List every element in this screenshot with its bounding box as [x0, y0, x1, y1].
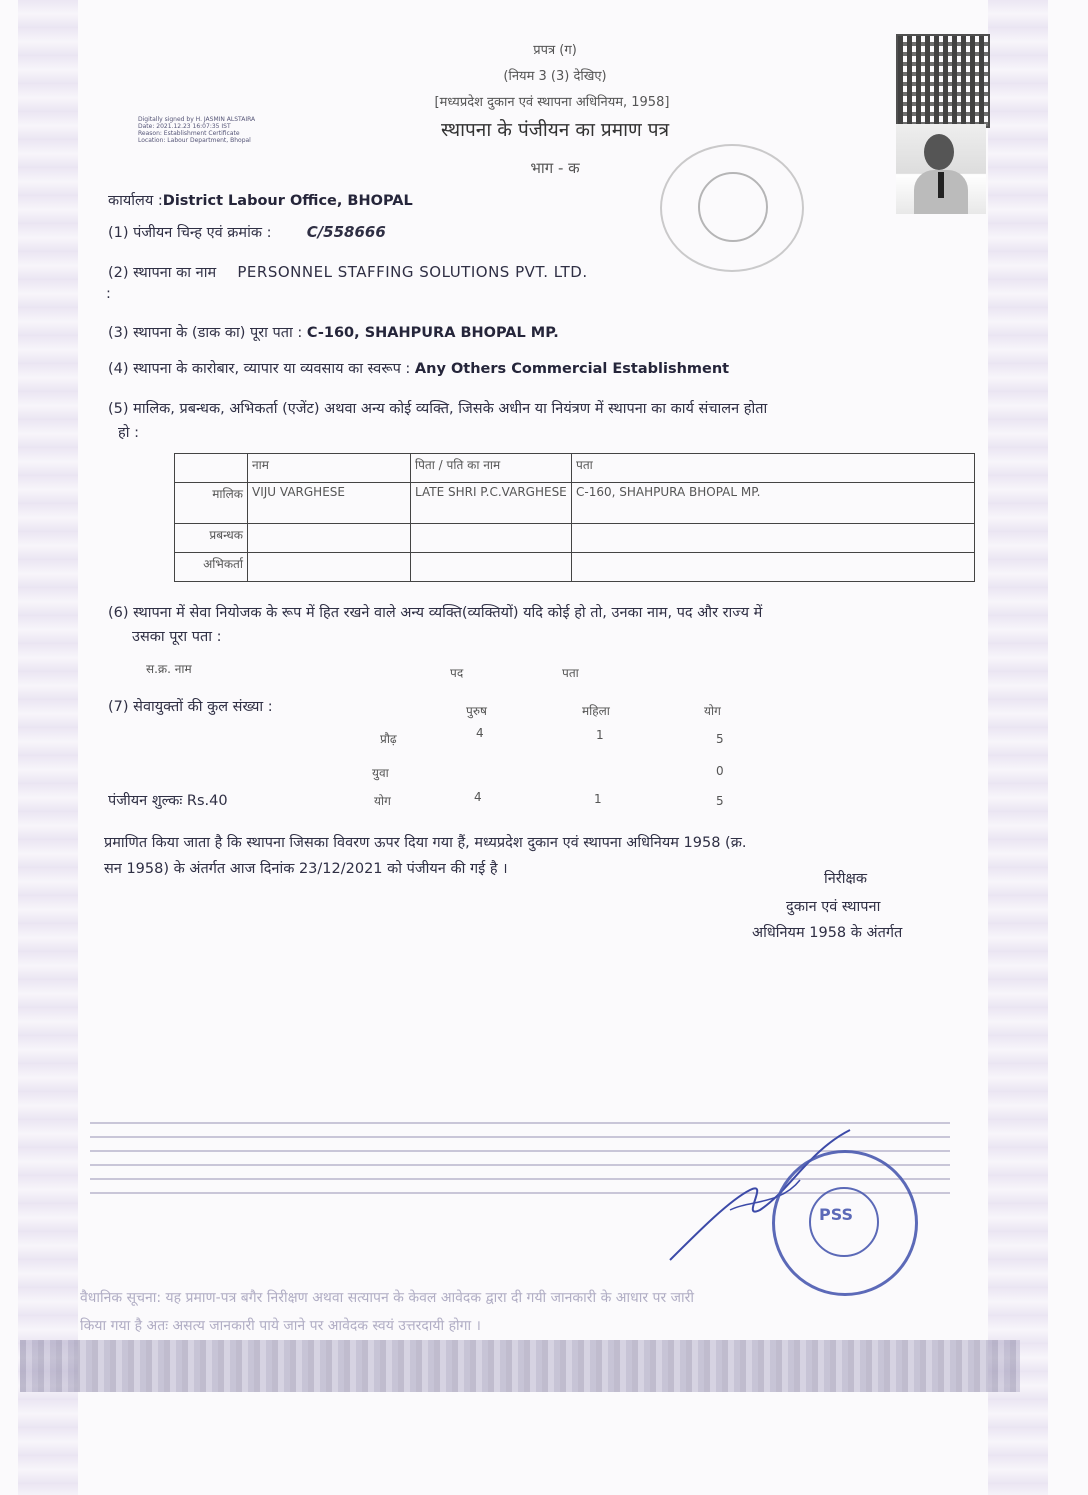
company-stamp [772, 1150, 918, 1296]
employees-female-value: 1 [596, 728, 604, 742]
business-nature-value: Any Others Commercial Establishment [414, 361, 730, 377]
digital-signature-line: Location: Labour Department, Bhopal [138, 137, 251, 144]
digital-signature-line: Date: 2021.12.23 16:07:35 IST [138, 123, 231, 130]
employees-male-value: 4 [476, 726, 484, 740]
stray-colon: : [106, 286, 111, 302]
employees-row-label: प्रौढ़ [380, 732, 397, 746]
employees-female-value: 1 [594, 792, 602, 806]
table-header-cell: पता [572, 454, 975, 483]
row-address [572, 524, 975, 553]
row-role: प्रबन्धक [175, 524, 248, 553]
row-name [248, 553, 411, 582]
other-persons-sno-name-header: स.क्र. नाम [146, 662, 192, 676]
row-address [572, 553, 975, 582]
address-label: (3) स्थापना के (डाक का) पूरा पता : [108, 325, 303, 341]
row-father-name: LATE SHRI P.C.VARGHESE [411, 483, 572, 524]
table-row [175, 524, 975, 553]
legal-notice-line2: किया गया है अतः असत्य जानकारी पाये जाने पर आवेदक स्वयं उत्तरदायी होगा । [80, 1318, 481, 1334]
row-father-name [411, 553, 572, 582]
row-address: C-160, SHAHPURA BHOPAL MP. [572, 483, 975, 524]
certification-line1: प्रमाणित किया जाता है कि स्थापना जिसका विवरण ऊपर दिया गया हैं, मध्यप्रदेश दुकान एवं स्थापना अधिनियम 1958 (क्र. [104, 835, 747, 851]
employees-total-header: योग [704, 704, 721, 718]
qr-code [896, 34, 990, 128]
digital-signature-line: Digitally signed by H. JASMIN ALSTAIRA [138, 116, 256, 123]
field-registration-number [108, 222, 386, 242]
inspector-act: अधिनियम 1958 के अंतर्गत [752, 925, 903, 941]
table-header-cell [175, 454, 248, 483]
employees-total-value: 5 [716, 794, 724, 808]
registration-number-label: (1) पंजीयन चिन्ह एवं क्रमांक : [108, 225, 272, 241]
row-role: मालिक [175, 483, 248, 524]
legal-notice [80, 1284, 960, 1340]
employees-total-value: 0 [716, 764, 724, 778]
inspector-department: दुकान एवं स्थापना [786, 899, 881, 915]
row-name: VIJU VARGHESE [248, 483, 411, 524]
employees-female-header: महिला [582, 704, 610, 718]
legal-notice-line1: वैधानिक सूचना: यह प्रमाण-पत्र बगैर निरीक्षण अथवा सत्यापन के केवल आवेदक द्वारा दी गयी जानकारी के आधार पर जारी [80, 1290, 695, 1306]
office-value: District Labour Office, BHOPAL [162, 193, 413, 209]
other-persons-line2: उसका पूरा पता : [132, 629, 222, 645]
certificate-title: स्थापना के पंजीयन का प्रमाण पत्र [440, 119, 670, 141]
table-header-cell: नाम [248, 454, 411, 483]
background-wave-right [988, 0, 1048, 1495]
row-name [248, 524, 411, 553]
company-stamp-center: PSS [819, 1205, 854, 1224]
establishment-name-value: PERSONNEL STAFFING SOLUTIONS PVT. LTD. [237, 263, 588, 281]
background-wave-left [18, 0, 78, 1495]
part-label: भाग - क [530, 159, 580, 177]
digital-signature-line: Reason: Establishment Certificate [138, 130, 240, 137]
establishment-name-label: (2) स्थापना का नाम [108, 265, 217, 281]
employees-male-value: 4 [474, 790, 482, 804]
row-role: अभिकर्ता [175, 553, 248, 582]
other-persons-post-header: पद [450, 666, 464, 680]
form-label: प्रपत्र (ग) [533, 43, 577, 58]
employees-total-value: 5 [716, 732, 724, 746]
office-label: कार्यालय : [108, 193, 163, 209]
table-row [175, 483, 975, 524]
owner-section-line1: (5) मालिक, प्रबन्धक, अभिकर्ता (एजेंट) अथवा अन्य कोई व्यक्ति, जिसके अधीन या नियंत्रण में स्थापना का कार्य संचालन होता [108, 401, 768, 417]
employees-row-label: युवा [372, 766, 389, 780]
owner-section-line2: हो : [118, 425, 139, 441]
employees-row-label: योग [374, 794, 391, 808]
table-header-row [175, 454, 975, 483]
inspector-title: निरीक्षक [824, 871, 868, 887]
scan-artifact-strip [20, 1340, 1020, 1392]
business-nature-label: (4) स्थापना के कारोबार, व्यापार या व्यवसाय का स्वरूप : [108, 361, 411, 377]
employees-male-header: पुरुष [466, 704, 487, 718]
registration-fee: पंजीयन शुल्कः Rs.40 [108, 793, 228, 809]
registration-number-value: C/558666 [306, 223, 386, 241]
address-value: C-160, SHAHPURA BHOPAL MP. [306, 325, 559, 341]
row-father-name [411, 524, 572, 553]
act-reference: [मध्यप्रदेश दुकान एवं स्थापना अधिनियम, 1958] [434, 95, 670, 110]
field-address [108, 322, 559, 342]
table-row [175, 553, 975, 582]
rule-reference: (नियम 3 (3) देखिए) [503, 69, 607, 84]
field-establishment-name [108, 262, 588, 282]
owners-table [174, 453, 975, 582]
office-line [108, 190, 413, 210]
government-seal [660, 144, 804, 272]
other-persons-address-header: पता [562, 666, 579, 680]
field-business-nature [108, 358, 729, 378]
employee-count-label: (7) सेवायुक्तों की कुल संख्या : [108, 699, 273, 715]
other-persons-line1: (6) स्थापना में सेवा नियोजक के रूप में हित रखने वाले अन्य व्यक्ति(व्यक्तियों) यदि कोई हो तो, उनका नाम, पद और राज्य में [108, 605, 763, 621]
table-header-cell: पिता / पति का नाम [411, 454, 572, 483]
certification-line2: सन 1958) के अंतर्गत आज दिनांक 23/12/2021 को पंजीयन की गई है । [104, 861, 508, 877]
owner-photo [896, 124, 986, 214]
digital-signature-block [138, 116, 288, 144]
